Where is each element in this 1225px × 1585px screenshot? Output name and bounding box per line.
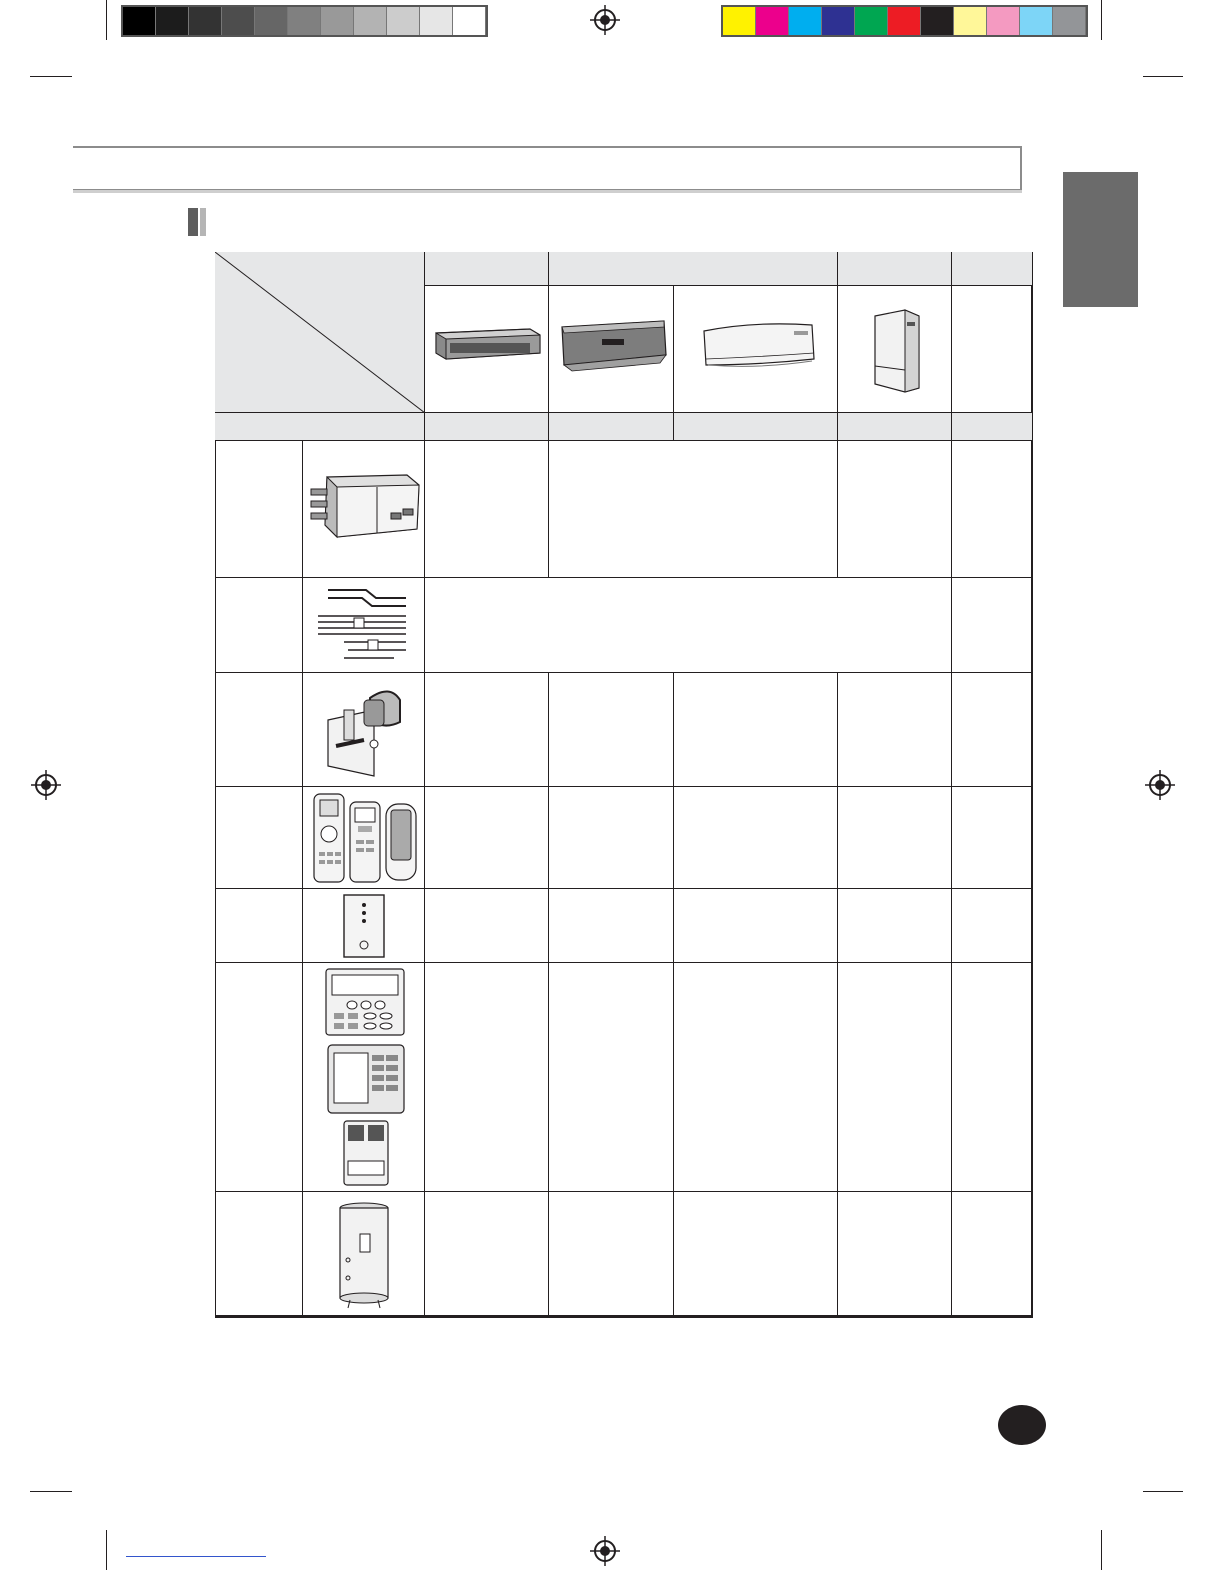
color-swatch (921, 7, 954, 35)
page-title-band (73, 146, 1022, 191)
gray-swatch (354, 7, 387, 35)
color-swatch (822, 7, 855, 35)
table-cell (674, 1192, 838, 1318)
gray-swatch (288, 7, 321, 35)
chapter-side-tab (1063, 172, 1138, 307)
row-image-cell (303, 889, 425, 963)
table-cell (674, 963, 838, 1192)
color-swatch (756, 7, 789, 35)
subheader-hydro (838, 413, 952, 441)
trim-mark-top-left-h (30, 76, 72, 77)
wired-remote-controllers-icon (314, 965, 414, 1189)
table-row-label (215, 1192, 303, 1318)
table-cell (838, 787, 952, 889)
row-image-cell (303, 578, 425, 673)
trim-mark-bottom-left-h (30, 1491, 72, 1492)
table-cell (952, 673, 1033, 787)
trim-mark-top-left-v (106, 0, 107, 40)
table-cell (952, 889, 1033, 963)
product-cell-wall-dark (549, 286, 674, 413)
color-swatch (1053, 7, 1086, 35)
table-cell (838, 889, 952, 963)
wireless-remote-controllers-icon (308, 790, 420, 886)
header-group-wall (549, 252, 838, 286)
table-row-label (215, 441, 303, 578)
subheader-left (215, 413, 425, 441)
table-cell (674, 787, 838, 889)
row-image-cell (303, 673, 425, 787)
table-cell (952, 963, 1033, 1192)
color-swatch (954, 7, 987, 35)
color-swatch (888, 7, 921, 35)
registration-mark-top-icon (590, 5, 620, 35)
eev-kit-icon (314, 680, 414, 780)
table-cell (838, 1192, 952, 1318)
gray-swatch (156, 7, 189, 35)
header-group-hydro (838, 252, 952, 286)
row-image-cell (303, 787, 425, 889)
header-group-other (952, 252, 1033, 286)
gray-swatch (255, 7, 288, 35)
table-cell (425, 578, 952, 673)
color-swatch (855, 7, 888, 35)
table-cell (952, 1192, 1033, 1318)
gray-swatch (387, 7, 420, 35)
row-image-cell (303, 1192, 425, 1318)
gray-swatch (321, 7, 354, 35)
table-corner-cell (215, 252, 425, 413)
page-number-badge (998, 1405, 1046, 1445)
process-color-bar (721, 5, 1088, 37)
product-cell-other (952, 286, 1033, 413)
table-row-label (215, 673, 303, 787)
trim-mark-bottom-right-v (1101, 1530, 1102, 1570)
gray-swatch (189, 7, 222, 35)
row-image-cell (303, 963, 425, 1192)
table-cell (425, 787, 549, 889)
table-cell (549, 673, 674, 787)
trim-mark-bottom-left-v (106, 1530, 107, 1570)
subheader-wall-white (674, 413, 838, 441)
product-cell-duct (425, 286, 549, 413)
table-cell (549, 963, 674, 1192)
table-cell (838, 963, 952, 1192)
table-cell (425, 889, 549, 963)
table-cell (952, 441, 1033, 578)
table-cell (549, 1192, 674, 1318)
table-row-label (215, 963, 303, 1192)
registration-mark-right-icon (1145, 770, 1175, 800)
subheader-other (952, 413, 1033, 441)
grayscale-color-bar (121, 5, 488, 37)
color-swatch (789, 7, 822, 35)
color-swatch (1020, 7, 1053, 35)
gray-swatch (453, 7, 486, 35)
table-row-label (215, 578, 303, 673)
table-cell (549, 889, 674, 963)
trim-mark-top-right-v (1101, 0, 1102, 40)
table-row-label (215, 787, 303, 889)
trim-mark-top-right-h (1143, 76, 1183, 77)
header-group-duct (425, 252, 549, 286)
table-cell (838, 441, 952, 578)
product-cell-wall-white (674, 286, 838, 413)
wall-mounted-unit-dark-icon (554, 319, 668, 379)
wall-mounted-unit-white-icon (694, 319, 818, 379)
table-cell (674, 673, 838, 787)
subheader-duct (425, 413, 549, 441)
table-row-label (215, 889, 303, 963)
table-cell (425, 441, 549, 578)
table-cell (674, 889, 838, 963)
table-cell (549, 787, 674, 889)
color-swatch (987, 7, 1020, 35)
product-cell-hydro (838, 286, 952, 413)
registration-mark-bottom-icon (590, 1536, 620, 1566)
gray-swatch (420, 7, 453, 35)
mcu-box-icon (307, 467, 421, 551)
registration-mark-left-icon (31, 770, 61, 800)
table-cell (549, 441, 838, 578)
table-cell (952, 578, 1033, 673)
gray-swatch (222, 7, 255, 35)
table-cell (425, 673, 549, 787)
row-image-cell (303, 441, 425, 578)
table-cell (952, 787, 1033, 889)
gray-swatch (123, 7, 156, 35)
title-band-shadow (73, 190, 1022, 193)
compatibility-table (215, 252, 1033, 1318)
table-cell (425, 1192, 549, 1318)
duct-indoor-unit-icon (430, 319, 544, 379)
color-swatch (723, 7, 756, 35)
subheader-wall-dark (549, 413, 674, 441)
hot-water-tank-icon (334, 1200, 394, 1310)
branch-piping-kit-icon (314, 582, 414, 668)
table-cell (425, 963, 549, 1192)
table-cell (838, 673, 952, 787)
section-marker-icon (188, 208, 208, 236)
receiver-display-icon (342, 893, 386, 959)
floor-standing-hydro-unit-icon (865, 304, 925, 394)
trim-mark-bottom-right-h (1143, 1491, 1183, 1492)
footer-link-underline[interactable] (126, 1556, 266, 1557)
corner-diagonal (215, 252, 425, 413)
